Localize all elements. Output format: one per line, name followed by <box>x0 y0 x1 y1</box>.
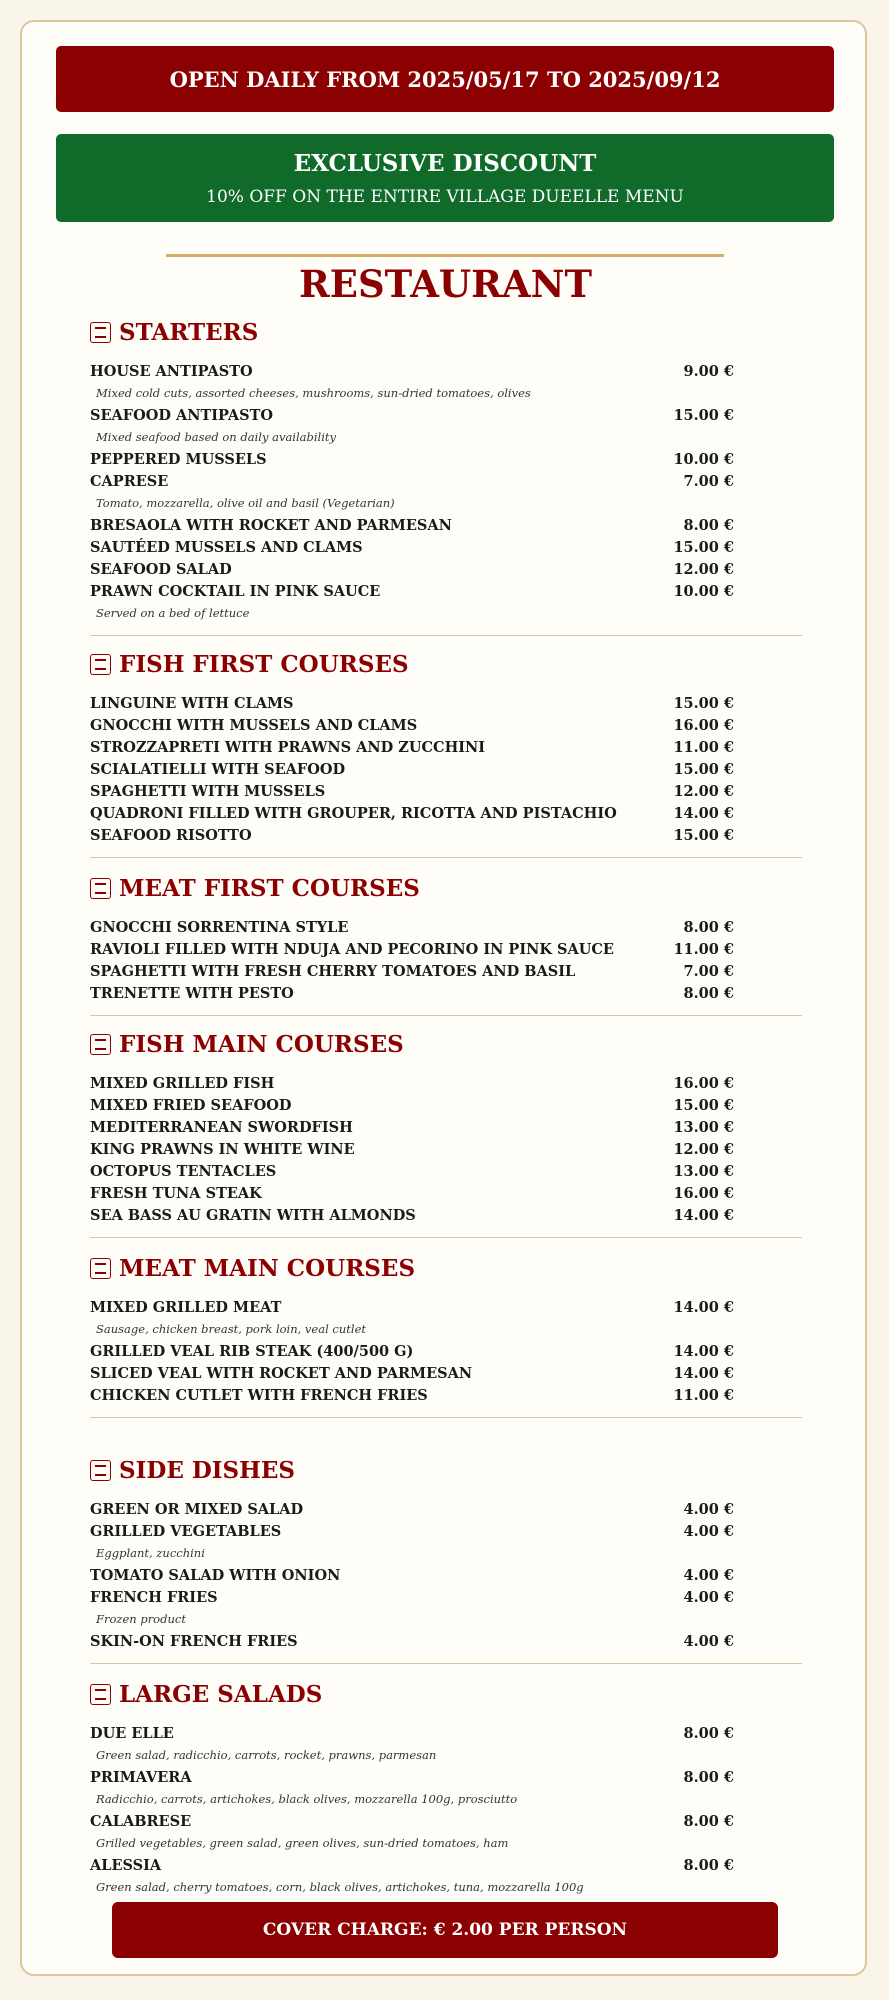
menu-item-name: SAUTÉED MUSSELS AND CLAMS <box>90 538 363 556</box>
menu-item <box>90 960 802 982</box>
section-badge-icon <box>90 1034 111 1055</box>
menu-item-list <box>90 352 802 624</box>
section-badge-icon <box>90 322 111 343</box>
menu-item <box>90 824 802 846</box>
menu-item-name: GREEN OR MIXED SALAD <box>90 1500 304 1518</box>
menu-item-name: BRESAOLA WITH ROCKET AND PARMESAN <box>90 516 452 534</box>
menu-section <box>90 644 802 846</box>
menu-item-list <box>90 684 802 846</box>
menu-item-name: PEPPERED MUSSELS <box>90 450 267 468</box>
menu-item <box>90 1384 802 1406</box>
menu-item-price: 15.00 € <box>673 826 734 844</box>
menu-item-name: SPAGHETTI WITH FRESH CHERRY TOMATOES AND BASIL <box>90 962 576 980</box>
menu-item <box>90 982 802 1004</box>
section-title: MEAT FIRST COURSES <box>119 874 420 902</box>
menu-item-price: 4.00 € <box>683 1500 734 1518</box>
opening-dates-banner <box>56 46 834 112</box>
menu-item-price: 12.00 € <box>673 1140 734 1158</box>
menu-item-price: 8.00 € <box>683 516 734 534</box>
menu-item <box>90 448 802 470</box>
menu-item <box>90 580 802 602</box>
section-badge-icon <box>90 654 111 675</box>
menu-section <box>90 1248 802 1406</box>
menu-item-name: SKIN-ON FRENCH FRIES <box>90 1632 298 1650</box>
menu-item-description: Grilled vegetables, green salad, green olives, sun-dried tomatoes, ham <box>96 1836 509 1850</box>
menu-item-name: MIXED GRILLED FISH <box>90 1074 275 1092</box>
menu-item <box>90 514 802 536</box>
menu-item-name: QUADRONI FILLED WITH GROUPER, RICOTTA AND PISTACHIO <box>90 804 617 822</box>
menu-section <box>90 1674 802 1898</box>
menu-item-price: 4.00 € <box>683 1566 734 1584</box>
menu-item-list <box>90 1288 802 1406</box>
menu-item <box>90 1296 802 1318</box>
menu-item-price: 16.00 € <box>673 716 734 734</box>
menu-item-price: 14.00 € <box>673 1364 734 1382</box>
menu-item-price: 8.00 € <box>683 1724 734 1742</box>
menu-item-price: 14.00 € <box>673 804 734 822</box>
menu-item-name: MIXED FRIED SEAFOOD <box>90 1096 292 1114</box>
menu-item-price: 7.00 € <box>683 472 734 490</box>
section-title: LARGE SALADS <box>119 1680 323 1708</box>
menu-item-description: Sausage, chicken breast, pork loin, veal cutlet <box>96 1322 367 1336</box>
menu-item-price: 8.00 € <box>683 1812 734 1830</box>
section-badge-icon <box>90 1460 111 1481</box>
menu-item <box>90 1138 802 1160</box>
menu-item-name: FRESH TUNA STEAK <box>90 1184 262 1202</box>
menu-item-name: FRENCH FRIES <box>90 1588 218 1606</box>
menu-item-name: OCTOPUS TENTACLES <box>90 1162 277 1180</box>
menu-item-description: Green salad, radicchio, carrots, rocket, prawns, parmesan <box>96 1748 437 1762</box>
menu-item-price: 14.00 € <box>673 1206 734 1224</box>
menu-item-name: GNOCCHI WITH MUSSELS AND CLAMS <box>90 716 418 734</box>
menu-item <box>90 360 802 382</box>
menu-item-price: 15.00 € <box>673 538 734 556</box>
menu-item <box>90 692 802 714</box>
menu-item-price: 4.00 € <box>683 1522 734 1540</box>
menu-item <box>90 404 802 426</box>
section-title: STARTERS <box>119 318 259 346</box>
menu-item-price: 4.00 € <box>683 1588 734 1606</box>
menu-item <box>90 916 802 938</box>
menu-item-name: DUE ELLE <box>90 1724 174 1742</box>
menu-item-name: SLICED VEAL WITH ROCKET AND PARMESAN <box>90 1364 473 1382</box>
page-title: RESTAURANT <box>299 262 592 306</box>
menu-item-list <box>90 908 802 1004</box>
menu-item <box>90 802 802 824</box>
section-divider <box>90 1417 802 1418</box>
menu-item-price: 16.00 € <box>673 1184 734 1202</box>
menu-item-name: TOMATO SALAD WITH ONION <box>90 1566 341 1584</box>
menu-item-name: MIXED GRILLED MEAT <box>90 1298 282 1316</box>
menu-item-name: GRILLED VEAL RIB STEAK (400/500 G) <box>90 1342 414 1360</box>
menu-item <box>90 1182 802 1204</box>
menu-section <box>90 312 802 624</box>
section-divider <box>90 1015 802 1016</box>
menu-item <box>90 1362 802 1384</box>
menu-item <box>90 536 802 558</box>
menu-item <box>90 1094 802 1116</box>
menu-item-name: SPAGHETTI WITH MUSSELS <box>90 782 326 800</box>
menu-item-price: 15.00 € <box>673 694 734 712</box>
section-title: FISH FIRST COURSES <box>119 650 409 678</box>
menu-item-description: Radicchio, carrots, artichokes, black olives, mozzarella 100g, prosciutto <box>96 1792 518 1806</box>
menu-item <box>90 758 802 780</box>
menu-item-price: 8.00 € <box>683 1768 734 1786</box>
menu-item-name: MEDITERRANEAN SWORDFISH <box>90 1118 353 1136</box>
opening-dates-text: OPEN DAILY FROM 2025/05/17 TO 2025/09/12 <box>169 66 721 92</box>
discount-banner <box>56 134 834 222</box>
menu-item-name: HOUSE ANTIPASTO <box>90 362 253 380</box>
section-divider <box>90 635 802 636</box>
section-heading <box>90 1450 802 1490</box>
menu-item-name: RAVIOLI FILLED WITH NDUJA AND PECORINO IN PINK SAUCE <box>90 940 614 958</box>
menu-item <box>90 1116 802 1138</box>
menu-item-name: SEA BASS AU GRATIN WITH ALMONDS <box>90 1206 416 1224</box>
menu-item-price: 8.00 € <box>683 984 734 1002</box>
menu-item-price: 11.00 € <box>673 738 734 756</box>
menu-item-description: Served on a bed of lettuce <box>96 606 250 620</box>
section-heading <box>90 644 802 684</box>
section-title: FISH MAIN COURSES <box>119 1030 404 1058</box>
menu-item-price: 11.00 € <box>673 940 734 958</box>
menu-item-name: CALABRESE <box>90 1812 192 1830</box>
menu-item <box>90 1160 802 1182</box>
menu-item-name: LINGUINE WITH CLAMS <box>90 694 294 712</box>
menu-item-price: 13.00 € <box>673 1118 734 1136</box>
section-badge-icon <box>90 1684 111 1705</box>
section-heading <box>90 312 802 352</box>
menu-item-name: SEAFOOD SALAD <box>90 560 232 578</box>
menu-item-name: SEAFOOD ANTIPASTO <box>90 406 274 424</box>
menu-item-name: GNOCCHI SORRENTINA STYLE <box>90 918 349 936</box>
menu-item-price: 14.00 € <box>673 1298 734 1316</box>
menu-item-description: Mixed seafood based on daily availability <box>96 430 337 444</box>
menu-card <box>20 20 867 1976</box>
menu-item <box>90 1072 802 1094</box>
menu-item-description: Green salad, cherry tomatoes, corn, black olives, artichokes, tuna, mozzarella 100g <box>96 1880 584 1894</box>
cover-charge-text: COVER CHARGE: € 2.00 PER PERSON <box>262 1920 628 1940</box>
menu-item-name: CAPRESE <box>90 472 169 490</box>
title-divider <box>166 254 724 257</box>
menu-item <box>90 1340 802 1362</box>
menu-item <box>90 1564 802 1586</box>
menu-item-name: ALESSIA <box>90 1856 162 1874</box>
menu-item-price: 16.00 € <box>673 1074 734 1092</box>
menu-item-price: 8.00 € <box>683 918 734 936</box>
menu-item <box>90 470 802 492</box>
section-divider <box>90 857 802 858</box>
section-heading <box>90 868 802 908</box>
menu-item-price: 4.00 € <box>683 1632 734 1650</box>
menu-item <box>90 714 802 736</box>
menu-item-price: 11.00 € <box>673 1386 734 1404</box>
menu-item-price: 15.00 € <box>673 1096 734 1114</box>
menu-item-name: SEAFOOD RISOTTO <box>90 826 252 844</box>
menu-item-price: 12.00 € <box>673 782 734 800</box>
menu-item-description: Frozen product <box>96 1612 186 1626</box>
menu-item-price: 12.00 € <box>673 560 734 578</box>
section-badge-icon <box>90 878 111 899</box>
menu-item-price: 13.00 € <box>673 1162 734 1180</box>
menu-item-price: 15.00 € <box>673 760 734 778</box>
section-divider <box>90 1663 802 1664</box>
menu-item-name: GRILLED VEGETABLES <box>90 1522 282 1540</box>
menu-section <box>90 1450 802 1652</box>
section-divider <box>90 1237 802 1238</box>
menu-item-description: Tomato, mozzarella, olive oil and basil (Vegetarian) <box>96 496 395 510</box>
menu-item-price: 10.00 € <box>673 450 734 468</box>
menu-item <box>90 1520 802 1542</box>
menu-item-list <box>90 1490 802 1652</box>
section-heading <box>90 1024 802 1064</box>
menu-item <box>90 1766 802 1788</box>
menu-item <box>90 558 802 580</box>
menu-item <box>90 1204 802 1226</box>
menu-item-name: PRAWN COCKTAIL IN PINK SAUCE <box>90 582 381 600</box>
menu-section <box>90 1024 802 1226</box>
menu-item-price: 9.00 € <box>683 362 734 380</box>
menu-item-list <box>90 1714 802 1898</box>
menu-item <box>90 1722 802 1744</box>
discount-text: 10% OFF ON THE ENTIRE VILLAGE DUEELLE MENU <box>206 186 684 207</box>
menu-item-price: 15.00 € <box>673 406 734 424</box>
menu-item <box>90 780 802 802</box>
menu-item <box>90 938 802 960</box>
section-badge-icon <box>90 1258 111 1279</box>
menu-item-name: PRIMAVERA <box>90 1768 192 1786</box>
menu-item-price: 8.00 € <box>683 1856 734 1874</box>
menu-item-description: Eggplant, zucchini <box>96 1546 205 1560</box>
menu-item <box>90 736 802 758</box>
section-title: SIDE DISHES <box>119 1456 296 1484</box>
menu-item <box>90 1630 802 1652</box>
menu-item <box>90 1810 802 1832</box>
section-title: MEAT MAIN COURSES <box>119 1254 416 1282</box>
menu-item-name: CHICKEN CUTLET WITH FRENCH FRIES <box>90 1386 428 1404</box>
menu-item-name: KING PRAWNS IN WHITE WINE <box>90 1140 355 1158</box>
menu-item-price: 14.00 € <box>673 1342 734 1360</box>
cover-charge-banner <box>112 1902 778 1958</box>
menu-item-list <box>90 1064 802 1226</box>
menu-section <box>90 868 802 1004</box>
menu-item <box>90 1854 802 1876</box>
menu-item-name: STROZZAPRETI WITH PRAWNS AND ZUCCHINI <box>90 738 486 756</box>
section-heading <box>90 1248 802 1288</box>
menu-item <box>90 1586 802 1608</box>
menu-item <box>90 1498 802 1520</box>
discount-title: EXCLUSIVE DISCOUNT <box>293 149 597 177</box>
menu-item-name: SCIALATIELLI WITH SEAFOOD <box>90 760 346 778</box>
menu-item-name: TRENETTE WITH PESTO <box>90 984 294 1002</box>
menu-item-price: 7.00 € <box>683 962 734 980</box>
menu-item-price: 10.00 € <box>673 582 734 600</box>
section-heading <box>90 1674 802 1714</box>
menu-item-description: Mixed cold cuts, assorted cheeses, mushrooms, sun-dried tomatoes, olives <box>96 386 531 400</box>
